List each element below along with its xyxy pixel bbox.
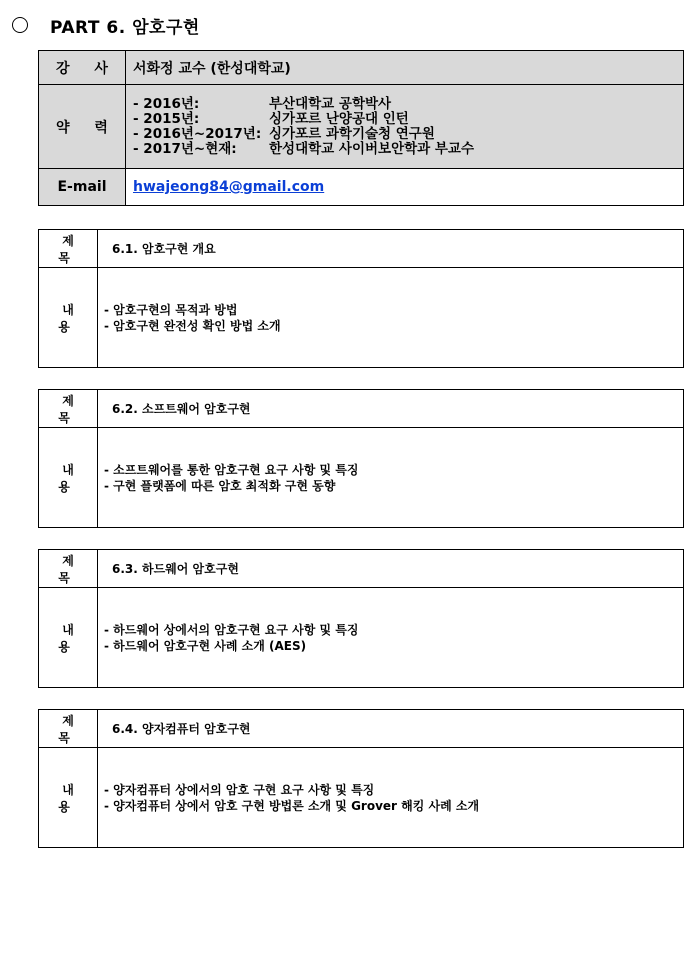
session-content — [98, 428, 684, 528]
session-title: 6.3. 하드웨어 암호구현 — [98, 550, 684, 588]
session-title: 6.2. 소프트웨어 암호구현 — [98, 390, 684, 428]
career-desc: 싱가포르 난양공대 인턴 — [269, 110, 409, 127]
session-table — [38, 229, 684, 368]
list-item: - 암호구현의 목적과 방법 — [104, 302, 683, 318]
email-link[interactable]: hwajeong84@gmail.com — [133, 179, 325, 195]
email-cell — [126, 169, 684, 206]
career-desc: 한성대학교 사이버보안학과 부교수 — [269, 140, 475, 157]
career-desc: 싱가포르 과학기술청 연구원 — [269, 125, 435, 142]
career-list — [133, 97, 683, 157]
career-cell — [126, 85, 684, 169]
content-label: 내 용 — [39, 588, 98, 688]
title-label: 제 목 — [39, 390, 98, 428]
session-title: 6.4. 양자컴퓨터 암호구현 — [98, 710, 684, 748]
circle-bullet-icon — [12, 17, 28, 33]
list-item: - 하드웨어 암호구현 사례 소개 (AES) — [104, 638, 683, 654]
instructor-label: 강 사 — [39, 51, 126, 85]
session-content — [98, 588, 684, 688]
session-table — [38, 389, 684, 528]
list-item: - 소프트웨어를 통한 암호구현 요구 사항 및 특징 — [104, 462, 683, 478]
instructor-table — [38, 50, 684, 206]
instructor-name: 서화정 교수 (한성대학교) — [126, 51, 684, 85]
email-label: E-mail — [39, 169, 126, 206]
session-table — [38, 709, 684, 848]
list-item: - 양자컴퓨터 상에서 암호 구현 방법론 소개 및 Grover 해킹 사례 소개 — [104, 798, 683, 814]
page-title: PART 6. 암호구현 — [50, 17, 200, 38]
list-item: - 하드웨어 상에서의 암호구현 요구 사항 및 특징 — [104, 622, 683, 638]
career-period: - 2015년: — [133, 110, 200, 127]
list-item: - 구현 플랫폼에 따른 암호 최적화 구현 동향 — [104, 478, 683, 494]
career-period: - 2016년: — [133, 95, 200, 112]
session-table — [38, 549, 684, 688]
career-period: - 2016년~2017년: — [133, 125, 262, 142]
title-label: 제 목 — [39, 710, 98, 748]
session-content — [98, 268, 684, 368]
list-item: - 암호구현 완전성 확인 방법 소개 — [104, 318, 683, 334]
list-item: - 양자컴퓨터 상에서의 암호 구현 요구 사항 및 특징 — [104, 782, 683, 798]
title-label: 제 목 — [39, 550, 98, 588]
page-heading — [12, 10, 200, 40]
content-label: 내 용 — [39, 748, 98, 848]
title-label: 제 목 — [39, 230, 98, 268]
session-content — [98, 748, 684, 848]
content-label: 내 용 — [39, 428, 98, 528]
session-title: 6.1. 암호구현 개요 — [98, 230, 684, 268]
content-label: 내 용 — [39, 268, 98, 368]
career-label: 약 력 — [39, 85, 126, 169]
career-desc: 부산대학교 공학박사 — [269, 95, 392, 112]
career-period: - 2017년~현재: — [133, 140, 237, 157]
